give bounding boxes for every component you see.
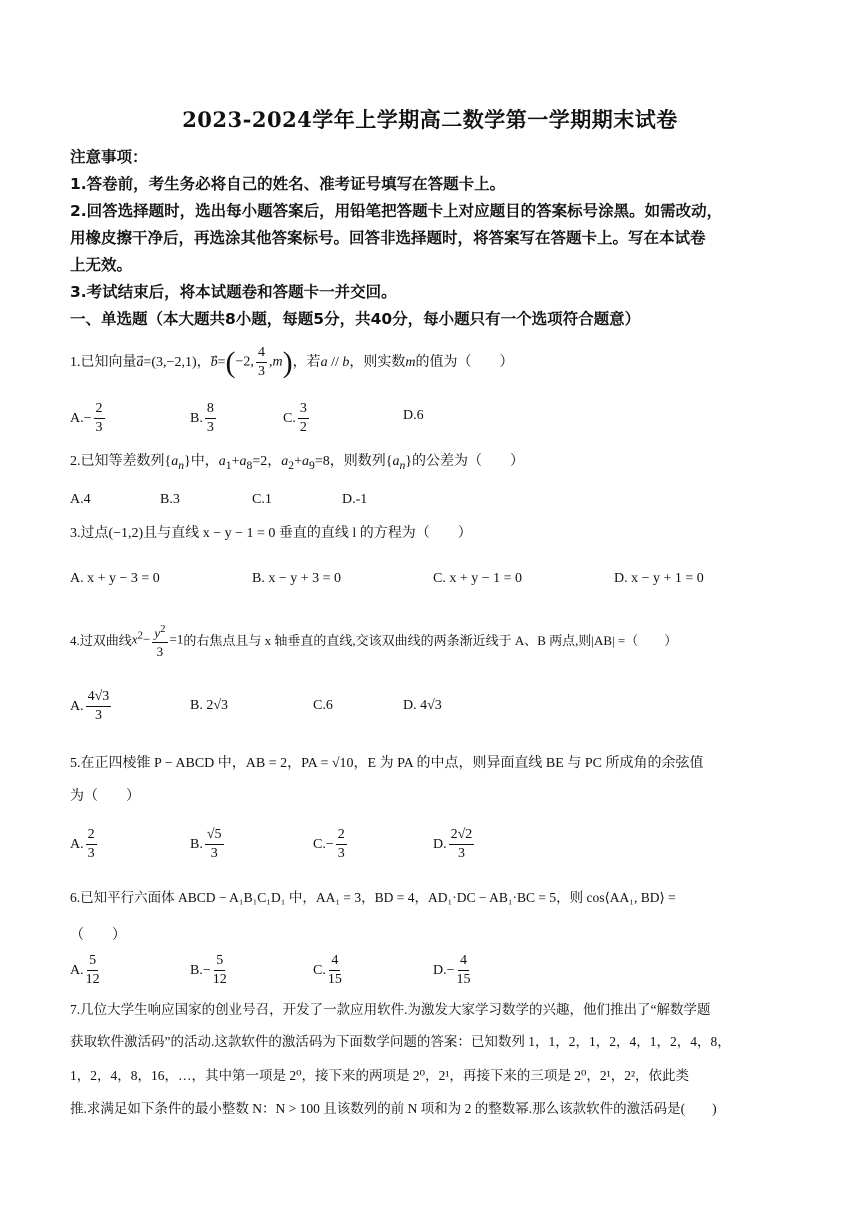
paren-open: ( bbox=[225, 345, 236, 379]
var-m: m bbox=[405, 354, 416, 370]
question-5-cont: 为（ ） bbox=[70, 789, 140, 804]
hyperbola-eq: $x^2-$ $\frac{y^2}{3}$ =1 bbox=[132, 620, 184, 661]
q3-option-c[interactable]: C. x + y − 1 = 0 bbox=[433, 571, 523, 586]
q5-option-d[interactable]: D. $\frac{2√2}{3}$ bbox=[433, 827, 473, 861]
q3-option-b[interactable]: B. x − y + 3 = 0 bbox=[252, 571, 342, 586]
q2-option-b[interactable]: B.3 bbox=[160, 492, 180, 507]
notice-item: 2.回答选择题时，选出每小题答案后，用铅笔把答题卡上对应题目的答案标号涂黑。如需改动， bbox=[70, 202, 723, 220]
q1-option-b[interactable]: B. $\frac{8}{3}$ bbox=[190, 401, 214, 435]
q5-option-c[interactable]: C. − $\frac{2}{3}$ bbox=[313, 827, 345, 861]
paren-close: ) bbox=[282, 345, 293, 379]
q2-option-c[interactable]: C.1 bbox=[252, 492, 272, 507]
question-7-line: 推.求满足如下条件的最小整数 N：N > 100 且该数列的前 N 项和为 2 的整数幂.那么该款软件的激活码是( ) bbox=[70, 1101, 717, 1116]
q4-option-d[interactable]: D. 4√3 bbox=[403, 698, 442, 713]
q6-option-d[interactable]: D. − $\frac{4}{15}$ bbox=[433, 953, 471, 987]
section-heading: 一、单选题（本大题共8小题，每题5分，共40分，每小题只有一个选项符合题意） bbox=[70, 310, 641, 328]
question-7-line: 1，2，4，8，16，…，其中第一项是 2⁰，接下来的两项是 2⁰，2¹，再接下来的三项是 2⁰，2¹，2²，依此类 bbox=[70, 1068, 690, 1083]
page-title: 2023-2024学年上学期高二数学第一学期期末试卷 bbox=[182, 107, 678, 132]
question-5: 5.在正四棱锥 P − ABCD 中，AB = 2，PA = √10，E 为 PA 的中点，则异面直线 BE 与 PC 所成角的余弦值 bbox=[70, 756, 704, 771]
question-7-line: 获取软件激活码”的活动.这款软件的激活码为下面数学问题的答案：已知数列 1，1，2，1，2，4，1，2，4，8， bbox=[70, 1034, 731, 1049]
vector-b: −2, $\frac{4}{3}$ ,m bbox=[235, 345, 283, 379]
question-1 bbox=[70, 344, 805, 381]
q1-option-d[interactable]: D.6 bbox=[403, 408, 424, 423]
notice-item: 3.考试结束后，将本试题卷和答题卡一并交回。 bbox=[70, 283, 397, 301]
question-6-cont: （ ） bbox=[70, 928, 126, 943]
notice-heading: 注意事项： bbox=[70, 148, 148, 166]
q4-option-a[interactable]: A. $\frac{4√3}{3}$ bbox=[70, 689, 110, 723]
question-3: 3.过点(−1,2)且与直线 x − y − 1 = 0 垂直的直线 l 的方程为（ ） bbox=[70, 526, 472, 541]
question-2: 2.已知等差数列$\{a_n\}$中，$a_1+a_8=2$，$a_2+a_9=8$，则数列$\{a_n\}$的公差为（ ） bbox=[70, 454, 525, 472]
q6-option-b[interactable]: B. − $\frac{5}{12}$ bbox=[190, 953, 227, 987]
q3-option-d[interactable]: D. x − y + 1 = 0 bbox=[614, 571, 704, 586]
question-6: 6.已知平行六面体 ABCD − A₁B₁C₁D₁ 中，AA₁ = 3，BD = 4，AD₁·DC − AB₁·BC = 5，则 cos⟨AA₁, BD⟩ = bbox=[70, 890, 676, 905]
notice-item: 1.答卷前，考生务必将自己的姓名、准考证号填写在答题卡上。 bbox=[70, 175, 506, 193]
q2-option-a[interactable]: A.4 bbox=[70, 492, 91, 507]
q1-stem-c: ，则实数 bbox=[349, 354, 406, 370]
q1-option-a[interactable]: A. − $\frac{2}{3}$ bbox=[70, 401, 103, 435]
q4-option-c[interactable]: C.6 bbox=[313, 698, 333, 713]
q4-option-b[interactable]: B. 2√3 bbox=[190, 698, 229, 713]
q1-stem: 1.已知向量 bbox=[70, 354, 137, 370]
q6-option-a[interactable]: A. $\frac{5}{12}$ bbox=[70, 953, 100, 987]
q3-option-a[interactable]: A. x + y − 3 = 0 bbox=[70, 571, 160, 586]
q2-option-d[interactable]: D.-1 bbox=[342, 492, 368, 507]
question-4: 4.过双曲线 $x^2-$ $\frac{y^2}{3}$ =1 的右焦点且与 x 轴垂直的直线,交该双曲线的两条渐近线于 A、B 两点,则|AB| =（ ） bbox=[70, 620, 805, 661]
notice-item: 上无效。 bbox=[70, 256, 133, 274]
q1-stem-d: 的值为（ ） bbox=[415, 354, 514, 370]
q1-option-c[interactable]: C. $\frac{3}{2}$ bbox=[283, 401, 307, 435]
q6-option-c[interactable]: C. $\frac{4}{15}$ bbox=[313, 953, 342, 987]
q5-option-a[interactable]: A. $\frac{2}{3}$ bbox=[70, 827, 95, 861]
parallel-expr: a // b bbox=[320, 354, 350, 370]
question-7-line: 7.几位大学生响应国家的创业号召，开发了一款应用软件.为激发大家学习数学的兴趣，他们推出了“解数学题 bbox=[70, 1002, 711, 1017]
vector-a: a⃗=(3,−2,1)，b⃗= bbox=[136, 354, 226, 370]
notice-item: 用橡皮擦干净后，再选涂其他答案标号。回答非选择题时，将答案写在答题卡上。写在本试卷 bbox=[70, 229, 706, 247]
q5-option-b[interactable]: B. $\frac{√5}{3}$ bbox=[190, 827, 222, 861]
q1-stem-b: ，若 bbox=[292, 354, 321, 370]
